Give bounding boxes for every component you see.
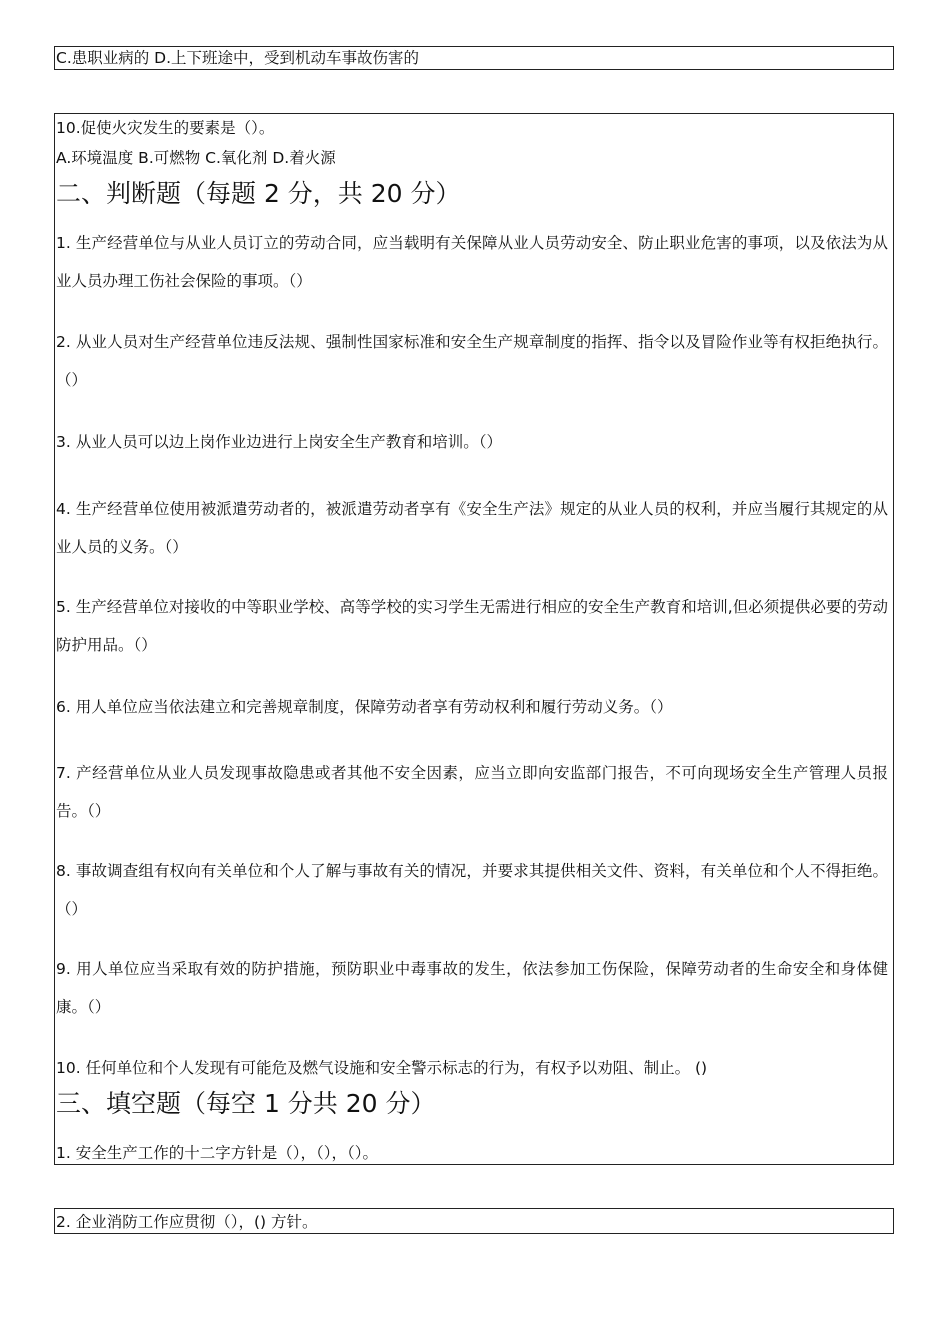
judgment-item-8: 8. 事故调查组有权向有关单位和个人了解与事故有关的情况，并要求其提供相关文件、资料，有关单位和个人不得拒绝。（） bbox=[56, 862, 888, 918]
section-3-heading: 三、填空题（每空 1 分共 20 分） bbox=[56, 1089, 436, 1118]
section-2-heading: 二、判断题（每题 2 分，共 20 分） bbox=[56, 179, 461, 208]
judgment-item-4: 4. 生产经营单位使用被派遣劳动者的，被派遣劳动者享有《安全生产法》规定的从业人员的权利，并应当履行其规定的从业人员的义务。（） bbox=[56, 500, 888, 556]
judgment-item-5: 5. 生产经营单位对接收的中等职业学校、高等学校的实习学生无需进行相应的安全生产教育和培训,但必须提供必要的劳动防护用品。（） bbox=[56, 598, 888, 654]
mc-question-10-options: A.环境温度 B.可燃物 C.氧化剂 D.着火源 bbox=[56, 149, 336, 167]
judgment-item-7: 7. 产经营单位从业人员发现事故隐患或者其他不安全因素，应当立即向安监部门报告，不可向现场安全生产管理人员报告。（） bbox=[56, 764, 888, 820]
judgment-item-3: 3. 从业人员可以边上岗作业边进行上岗安全生产教育和培训。（） bbox=[56, 433, 502, 451]
judgment-item-2: 2. 从业人员对生产经营单位违反法规、强制性国家标准和安全生产规章制度的指挥、指令以及冒险作业等有权拒绝执行。（） bbox=[56, 333, 888, 389]
judgment-item-6: 6. 用人单位应当依法建立和完善规章制度，保障劳动者享有劳动权利和履行劳动义务。（） bbox=[56, 698, 673, 716]
fill-blank-item-2: 2. 企业消防工作应贯彻（），() 方针。 bbox=[56, 1213, 318, 1231]
judgment-item-10: 10. 任何单位和个人发现有可能危及燃气设施和安全警示标志的行为，有权予以劝阻、制止。 () bbox=[56, 1059, 708, 1077]
judgment-item-1: 1. 生产经营单位与从业人员订立的劳动合同，应当载明有关保障从业人员劳动安全、防止职业危害的事项，以及依法为从业人员办理工伤社会保险的事项。（） bbox=[56, 234, 888, 290]
fill-blank-item-1: 1. 安全生产工作的十二字方针是（），（），（）。 bbox=[56, 1144, 378, 1162]
mc-question-10-stem: 10.促使火灾发生的要素是（）。 bbox=[56, 119, 275, 137]
prev-question-options: C.患职业病的 D.上下班途中，受到机动车事故伤害的 bbox=[56, 49, 420, 67]
judgment-item-9: 9. 用人单位应当采取有效的防护措施，预防职业中毒事故的发生，依法参加工伤保险，保障劳动者的生命安全和身体健康。（） bbox=[56, 960, 888, 1016]
